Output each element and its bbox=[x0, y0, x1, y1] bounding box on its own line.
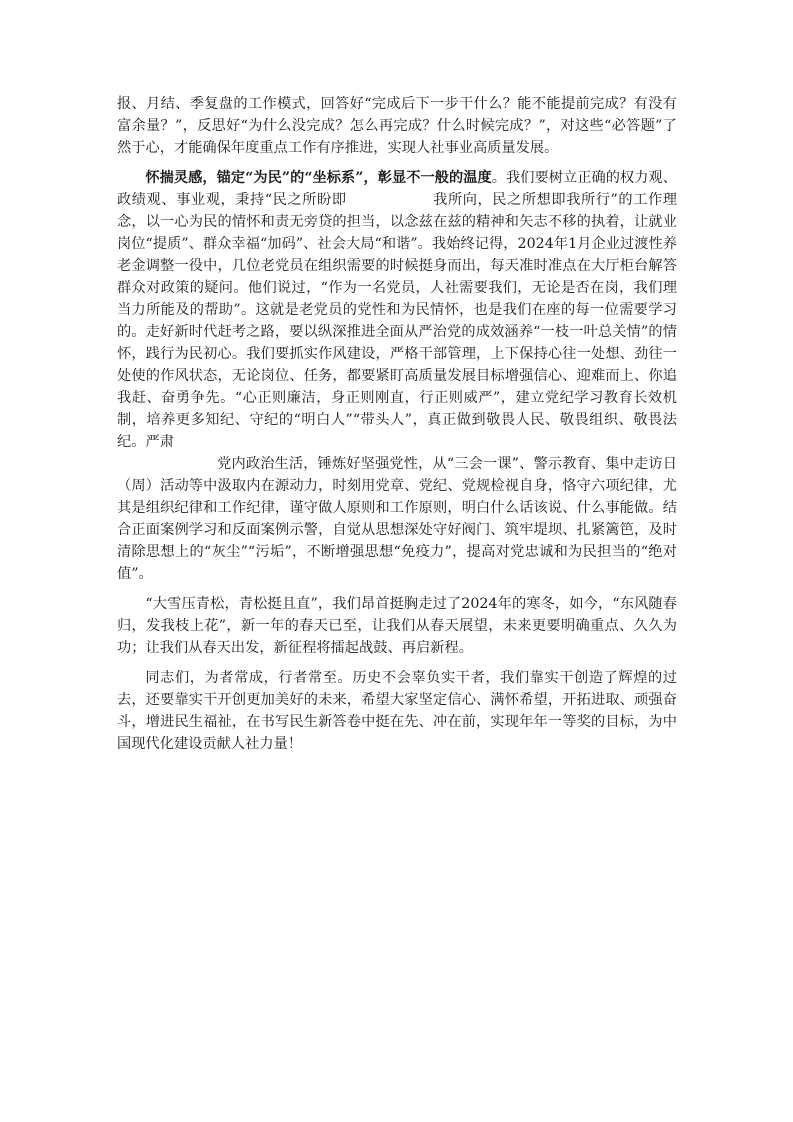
paragraph-text-b: 我所向，民之所想即我所行”的工作理念，以一心为民的情怀和责无旁贷的担当，以念兹在兹的精神和矢志不移的执着，让就业岗位“提质”、群众幸福“加码”、社会大局“和谐”。我始终记得，2024年1月企业过渡性养老金调整一役中，几位老党员在组织需要的时候挺身而出，每天准时准点在大厅柜台解答群众对政策的疑问。他们说过，“作为一名党员，人社需要我们，无论是否在岗，我们理当力所能及的帮助”。这就是老党员的党性和为民情怀，也是我们在座的每一位需要学习的。走好新时代赶考之路，要以纵深推进全面从严治党的成效涵养“一枝一叶总关情”的情怀，践行为民初心。我们要抓实作风建设，严格干部管理，上下保持心往一处想、劲往一处使的作风状态，无论岗位、任务，都要紧盯高质量发展目标增强信心、迎难而上、你追我赶、奋勇争先。“心正则廉洁，身正则刚直，行正则威严”，建立党纪学习教育长效机制，培养更多知纪、守纪的“明白人”“带头人”，真正做到敬畏人民、敬畏组织、敬畏法纪。严肃 bbox=[117, 192, 677, 450]
paragraph-spring bbox=[117, 593, 677, 659]
paragraph-text-c: 党内政治生活，锤炼好坚强党性，从“三会一课”、警示教育、集中走访日（周）活动等中汲取内在源动力，时刻用党章、党纪、党规检视自身，恪守六项纪律，尤其是组织纪律和工作纪律，谨守做人原则和工作原则，明白什么话该说、什么事能做。结合正面案例学习和反面案例示警，自觉从思想深处守好阀门、筑牢堤坝、扎紧篱笆，及时清除思想上的“灰尘”“污垢”，不断增强思想“免疫力”，提高对党忠诚和为民担当的“绝对值”。 bbox=[117, 456, 677, 582]
paragraph-text: 同志们，为者常成，行者常至。历史不会辜负实干者，我们靠实干创造了辉煌的过去，还要靠实干开创更加美好的未来，希望大家坚定信心、满怀希望，开拓进取、顽强奋斗，增进民生福祉，在书写民生新答卷中挺在先、冲在前，实现年年一等奖的目标，为中国现代化建设贡献人社力量！ bbox=[117, 670, 677, 752]
paragraph-heading: 怀揣灵感，锚定“为民”的“坐标系”，彰显不一般的温度 bbox=[145, 170, 492, 186]
paragraph-closing bbox=[117, 667, 677, 755]
paragraph-text-a: 。我们要树立正确的权力观、政绩观、事业观，秉持“民之所盼即 bbox=[117, 170, 677, 208]
paragraph-text: “大雪压青松，青松挺且直”，我们昂首挺胸走过了2024年的寒冬，如今，“东风随春归，发我枝上花”，新一年的春天已至，让我们从春天展望，未来更要明确重点、久久为功；让我们从春天出发，新征程将擂起战鼓、再启新程。 bbox=[117, 596, 677, 656]
body-text bbox=[117, 93, 677, 755]
paragraph-for-the-people bbox=[117, 167, 677, 585]
paragraph-work-mode bbox=[117, 93, 677, 159]
paragraph-text: 报、月结、季复盘的工作模式，回答好“完成后下一步干什么？能不能提前完成？有没有富余量？”，反思好“为什么没完成？怎么再完成？什么时候完成？”，对这些“必答题”了然于心，才能确保年度重点工作有序推进，实现人社事业高质量发展。 bbox=[117, 96, 677, 156]
